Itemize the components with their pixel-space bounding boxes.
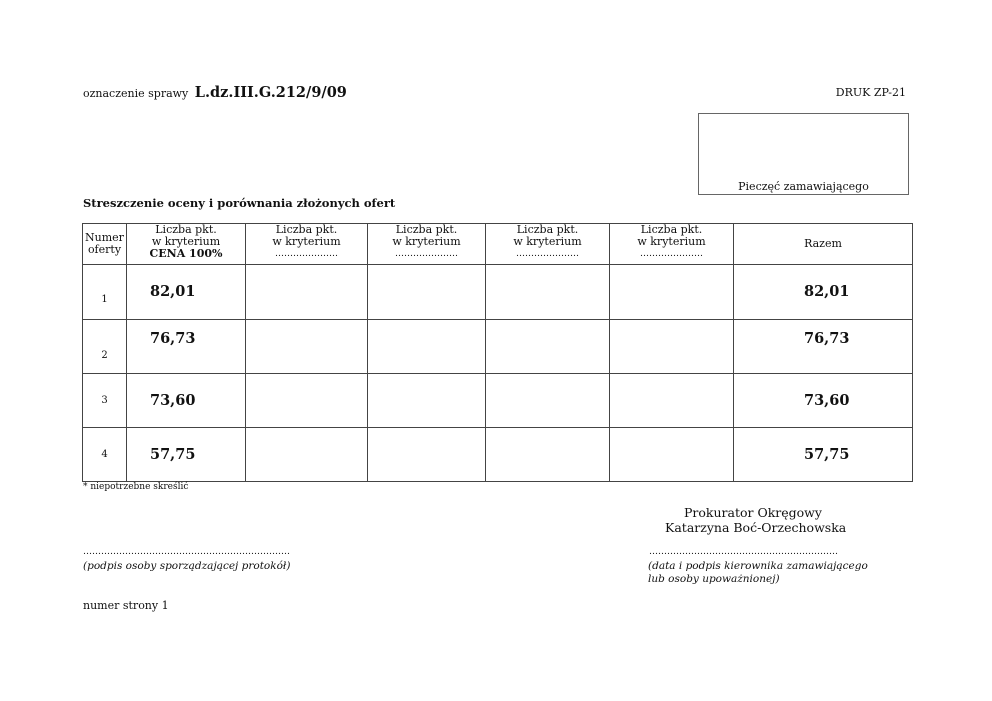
form-code: DRUK ZP-21 — [835, 86, 906, 99]
header-number-line2: oferty — [87, 243, 122, 256]
score-price: 82,01 — [150, 283, 196, 300]
header-total — [734, 224, 913, 265]
cell-criterion-price — [127, 428, 246, 482]
signature-caption-right-line1: (data i podpis kierownika zamawiającego — [648, 560, 868, 572]
offer-number — [83, 428, 127, 482]
offer-number-text: 2 — [101, 350, 108, 361]
header-crit-line1: Liczba pkt. — [395, 223, 458, 236]
score-total: 57,75 — [804, 446, 850, 463]
score-price: 76,73 — [150, 330, 196, 347]
cell-criterion-5 — [610, 374, 734, 428]
table-row — [83, 428, 913, 482]
cell-criterion-5 — [610, 428, 734, 482]
case-reference-line — [83, 84, 347, 101]
cell-criterion-2 — [246, 320, 368, 374]
header-criterion-2 — [246, 224, 368, 265]
footnote: * niepotrzebne skreślić — [83, 482, 189, 492]
cell-criterion-2 — [246, 374, 368, 428]
offers-evaluation-table — [82, 223, 913, 482]
header-crit-line2: w kryterium — [513, 235, 582, 248]
case-label: oznaczenie sprawy — [83, 87, 189, 100]
page-number: numer strony 1 — [83, 599, 169, 612]
header-criterion-4 — [486, 224, 610, 265]
offer-number — [83, 320, 127, 374]
cell-criterion-price — [127, 265, 246, 320]
cell-criterion-4 — [486, 428, 610, 482]
score-price: 57,75 — [150, 446, 196, 463]
cell-criterion-price — [127, 374, 246, 428]
offer-number-text: 3 — [101, 395, 108, 406]
cell-criterion-2 — [246, 428, 368, 482]
header-crit-dots: ………………… — [516, 249, 579, 259]
signature-caption-left: (podpis osoby sporządzającej protokół) — [83, 560, 291, 572]
header-crit-dots: ………………… — [640, 249, 703, 259]
cell-total — [734, 374, 913, 428]
header-crit-line1: Liczba pkt. — [155, 223, 217, 236]
stamp-box — [698, 113, 909, 195]
score-total: 76,73 — [804, 330, 850, 347]
header-crit-line1: Liczba pkt. — [516, 223, 579, 236]
case-reference: L.dz.III.G.212/9/09 — [194, 84, 347, 101]
signature-line-right: ……………………………………………………… — [649, 547, 838, 557]
header-crit-line2: w kryterium — [272, 235, 341, 248]
cell-total — [734, 320, 913, 374]
document-title: Streszczenie oceny i porównania złożonych ofert — [83, 196, 396, 210]
table-row — [83, 320, 913, 374]
cell-criterion-3 — [368, 265, 486, 320]
approver-name: Katarzyna Boć-Orzechowska — [665, 520, 847, 535]
header-criterion-5 — [610, 224, 734, 265]
header-total-label: Razem — [804, 237, 842, 250]
header-crit-line1: Liczba pkt. — [640, 223, 703, 236]
score-price: 73,60 — [150, 392, 196, 409]
score-total: 73,60 — [804, 392, 850, 409]
header-crit-line2: w kryterium — [151, 235, 221, 248]
header-criterion-price — [127, 224, 246, 265]
header-crit-line2: w kryterium — [637, 235, 706, 248]
cell-criterion-4 — [486, 374, 610, 428]
table-header-row — [83, 224, 913, 265]
header-crit-dots: ………………… — [275, 249, 338, 259]
cell-criterion-3 — [368, 374, 486, 428]
table-row — [83, 374, 913, 428]
cell-total — [734, 265, 913, 320]
offer-number-text: 4 — [101, 449, 108, 460]
cell-criterion-3 — [368, 428, 486, 482]
stamp-label: Pieczęć zamawiającego — [738, 180, 869, 193]
cell-criterion-2 — [246, 265, 368, 320]
signature-line-left: …………………………………………………………… — [83, 547, 290, 557]
header-crit-line1: Liczba pkt. — [275, 223, 338, 236]
header-offer-number — [83, 224, 127, 265]
cell-criterion-4 — [486, 320, 610, 374]
cell-criterion-price — [127, 320, 246, 374]
cell-criterion-5 — [610, 265, 734, 320]
approver-title: Prokurator Okręgowy — [684, 505, 822, 520]
header-crit-price-name: CENA 100% — [149, 247, 223, 260]
header-crit-dots: ………………… — [395, 249, 458, 259]
cell-total — [734, 428, 913, 482]
signature-caption-right-line2: lub osoby upoważnionej) — [648, 573, 780, 585]
offer-number — [83, 265, 127, 320]
header-criterion-3 — [368, 224, 486, 265]
header-number-line1: Numer — [85, 231, 124, 244]
cell-criterion-3 — [368, 320, 486, 374]
score-total: 82,01 — [804, 283, 850, 300]
header-crit-line2: w kryterium — [392, 235, 461, 248]
cell-criterion-5 — [610, 320, 734, 374]
offer-number — [83, 374, 127, 428]
cell-criterion-4 — [486, 265, 610, 320]
offer-number-text: 1 — [101, 294, 108, 305]
table-row — [83, 265, 913, 320]
